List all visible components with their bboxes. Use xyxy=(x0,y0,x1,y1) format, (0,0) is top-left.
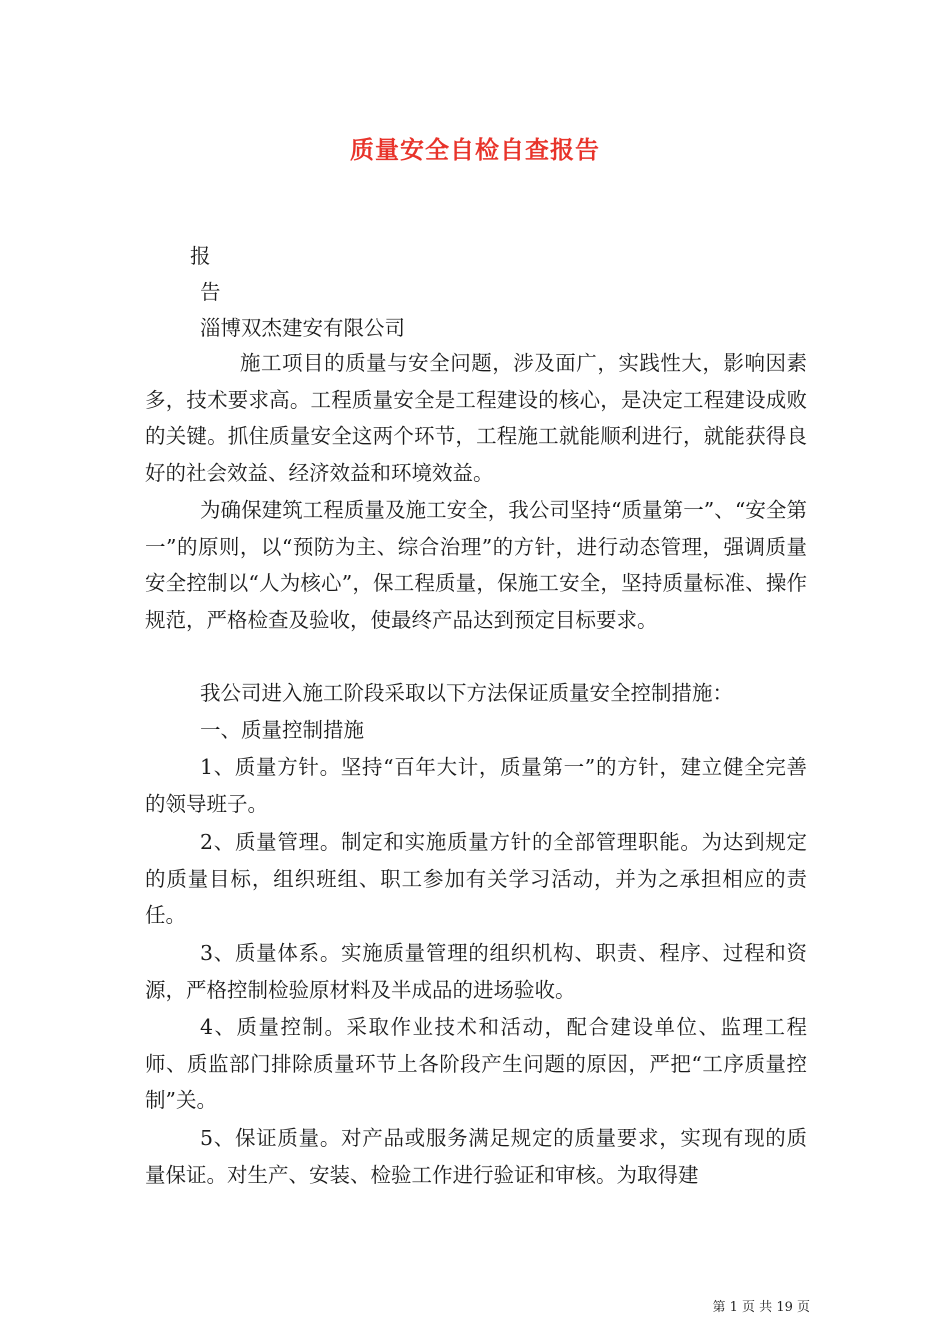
heading-char-1: 报 xyxy=(190,244,211,268)
list-item-quality-control: 4、质量控制。采取作业技术和活动，配合建设单位、监理工程师、质监部门排除质量环节上各阶段产生问题的原因，严把“工序质量控制”关。 xyxy=(145,1015,807,1112)
list-item-quality-policy: 1、质量方针。坚持“百年大计，质量第一”的方针，建立健全完善的领导班子。 xyxy=(145,755,807,816)
paragraph-intro: 施工项目的质量与安全问题，涉及面广，实践性大，影响因素多，技术要求高。工程质量安全是工程建设的核心，是决定工程建设成败的关键。抓住质量安全这两个环节，工程施工就能顺利进行，就能获得良好的社会效益、经济效益和环境效益。 xyxy=(145,351,807,485)
page-number: 第 1 页 共 19 页 xyxy=(712,1300,810,1315)
heading-char-2: 告 xyxy=(200,280,221,304)
document-title: 质量安全自检自查报告 xyxy=(350,135,600,164)
paragraph-measures-intro: 我公司进入施工阶段采取以下方法保证质量安全控制措施： xyxy=(200,681,733,705)
section-heading-quality-control: 一、质量控制措施 xyxy=(200,718,364,742)
company-name: 淄博双杰建安有限公司 xyxy=(200,316,405,340)
list-item-quality-management: 2、质量管理。制定和实施质量方针的全部管理职能。为达到规定的质量目标，组织班组、职工参加有关学习活动，并为之承担相应的责任。 xyxy=(145,830,807,927)
list-item-quality-system: 3、质量体系。实施质量管理的组织机构、职责、程序、过程和资源，严格控制检验原材料及半成品的进场验收。 xyxy=(145,941,807,1002)
list-item-quality-assurance: 5、保证质量。对产品或服务满足规定的质量要求，实现有现的质量保证。对生产、安装、检验工作进行验证和审核。为取得建 xyxy=(145,1126,807,1187)
paragraph-principles: 为确保建筑工程质量及施工安全，我公司坚持“质量第一”、“安全第一”的原则，以“预防为主、综合治理”的方针，进行动态管理，强调质量安全控制以“人为核心”，保工程质量，保施工安全，坚持质量标准、操作规范，严格检查及验收，使最终产品达到预定目标要求。 xyxy=(145,498,807,632)
